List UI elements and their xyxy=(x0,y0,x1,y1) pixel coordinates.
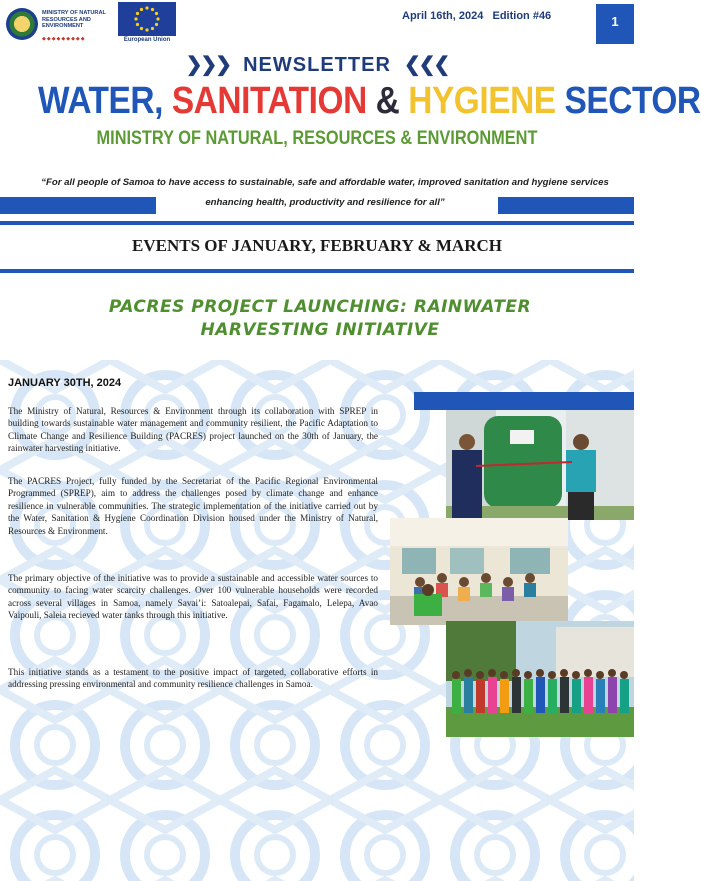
ministry-logo xyxy=(4,6,114,46)
vision-statement: “For all people of Samoa to have access to sustainable, safe and affordable water, improved sanitation and hygiene services enhancing health, productivity and resilience for all” xyxy=(41,177,609,208)
meeting-room-photo xyxy=(390,518,568,625)
article-paragraph-1: The Ministry of Natural, Resources & Environment through its collaboration with SPREP in building towards sustainable water management and community resilient, the Pacific Adaptation to Climate Change and Resilience Building (PACRES) project launched on the 30th of January, the rainwater harvesting initiative. xyxy=(8,406,378,454)
events-heading: EVENTS OF JANUARY, FEBRUARY & MARCH xyxy=(132,236,502,255)
title-water: WATER, xyxy=(38,80,163,122)
article-date: JANUARY 30TH, 2024 xyxy=(8,377,122,389)
title-sanitation: SANITATION xyxy=(171,80,367,122)
edition-number: Edition #46 xyxy=(492,10,552,22)
photo-frame-bar xyxy=(414,392,634,410)
article-title: PACRES PROJECT LAUNCHING: RAINWATER HARVESTING INITIATIVE xyxy=(108,297,532,340)
logo-dots: ◆◆◆◆◆◆◆◆◆ xyxy=(42,37,86,42)
title-sector: SECTOR xyxy=(564,80,701,122)
chevrons-right-icon: ❯❯❯ xyxy=(185,54,230,76)
eu-logo xyxy=(118,2,176,46)
divider-bottom xyxy=(0,269,634,273)
ribbon-cutting-photo xyxy=(446,410,634,520)
article-paragraph-4: This initiative stands as a testament to the positive impact of targeted, collaborative efforts in addressing pressing environmental and community resilience challenges in Samoa. xyxy=(8,667,378,690)
accent-bar-left xyxy=(0,197,156,214)
title-hygiene: HYGIENE xyxy=(408,80,556,122)
ministry-seal-icon xyxy=(6,8,38,40)
newsletter-label: NEWSLETTER xyxy=(243,54,391,76)
divider-top xyxy=(0,221,634,225)
issue-date: April 16th, 2024 xyxy=(402,10,484,22)
page-number-badge: 1 xyxy=(596,4,634,44)
ministry-logo-text: MINISTRY OF NATURAL RESOURCES AND ENVIRONMENT xyxy=(42,10,106,29)
article-paragraph-3: The primary objective of the initiative was to provide a sustainable and accessible water sources to community to facing water scarcity challenges. Over 100 vulnerable households were recorded across several villages in Samoa, namely Savai’i: Satoalepai, Safai, Fagamalo, Lelepa, Avao Vaipouli, Saleia recieved water tanks through this initiative. xyxy=(8,573,378,621)
accent-bar-right xyxy=(498,197,634,214)
group-photo xyxy=(446,621,634,737)
sector-title xyxy=(38,80,701,123)
title-ampersand: & xyxy=(375,80,400,122)
chevrons-left-icon: ❮❮❮ xyxy=(404,54,449,76)
ministry-title: MINISTRY OF NATURAL, RESOURCES & ENVIRONMENT xyxy=(96,128,538,149)
eu-logo-caption: European Union xyxy=(123,37,171,43)
article-paragraph-2: The PACRES Project, fully funded by the Secretariat of the Pacific Regional Environmental Programmed (SPREP), aim to address the challenges posed by climate change and enhance resilience in vulnerable communities. The strategic implementation of the initiative carried out by the Water, Sanitation & Hygiene Coordination Division housed under the Ministry of Natural, Resources & Environment. xyxy=(8,476,378,536)
eu-flag-icon xyxy=(118,2,176,36)
issue-date-line xyxy=(402,10,551,22)
newsletter-label-row xyxy=(0,52,634,77)
